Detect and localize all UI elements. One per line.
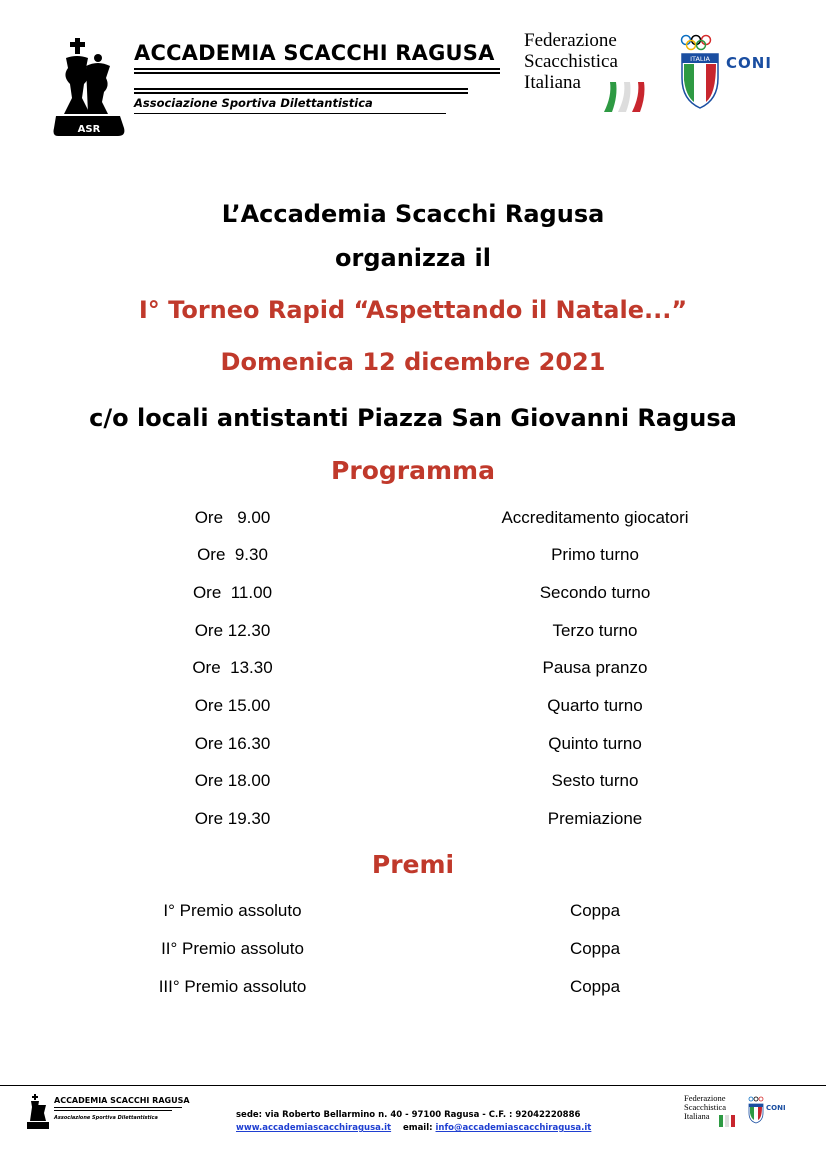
fsi-logo <box>524 30 650 116</box>
academy-name: ACCADEMIA SCACCHI RAGUSA <box>134 41 495 65</box>
schedule-time: Ore 11.00 <box>192 583 273 602</box>
schedule-time: Ore 9.00 <box>194 508 271 527</box>
chess-king-icon <box>26 1093 50 1131</box>
footer-rule <box>0 1085 826 1086</box>
schedule-event: Accreditamento giocatori <box>501 508 689 527</box>
footer-logo-rule <box>54 1110 172 1111</box>
coni-shield-icon <box>680 34 724 110</box>
header-rule <box>134 68 500 70</box>
intro-line-2: organizza il <box>335 244 491 272</box>
schedule-event: Secondo turno <box>539 583 651 602</box>
schedule-event: Sesto turno <box>551 771 639 790</box>
header-rule <box>134 92 468 94</box>
prize-value: Coppa <box>569 901 621 920</box>
event-venue: c/o locali antistanti Piazza San Giovanni Ragusa <box>89 404 737 432</box>
svg-text:ASR: ASR <box>77 124 101 135</box>
footer-coni-label: CONI <box>766 1104 786 1112</box>
tricolor-flag-icon <box>602 78 648 114</box>
coni-logo <box>678 34 778 114</box>
email-link[interactable]: info@accademiascacchiragusa.it <box>435 1123 592 1133</box>
header-rule <box>134 72 500 74</box>
premi-heading: Premi <box>371 850 455 879</box>
schedule-time: Ore 19.30 <box>194 809 271 828</box>
tricolor-flag-icon <box>718 1114 736 1128</box>
prize-value: Coppa <box>569 939 621 958</box>
schedule-event: Quarto turno <box>547 696 643 715</box>
schedule-event: Terzo turno <box>552 621 638 640</box>
footer-academy-subtitle: Associazione Sportiva Dilettantistica <box>54 1115 158 1121</box>
coni-shield-icon <box>748 1096 764 1124</box>
footer-links <box>236 1123 591 1133</box>
programma-heading: Programma <box>331 456 495 485</box>
chess-king-icon <box>52 36 132 140</box>
schedule-time: Ore 12.30 <box>194 621 271 640</box>
fsi-line: Federazione <box>524 30 617 51</box>
prize-label: III° Premio assoluto <box>158 977 307 996</box>
footer-fsi-logo <box>684 1094 744 1134</box>
coni-label: CONI <box>726 54 772 72</box>
header-rule <box>134 113 446 114</box>
event-title: I° Torneo Rapid “Aspettando il Natale...” <box>138 296 688 324</box>
programma-table <box>0 508 826 838</box>
intro-line-1: L’Accademia Scacchi Ragusa <box>221 200 605 228</box>
footer-academy-logo <box>26 1093 190 1133</box>
footer-academy-name: ACCADEMIA SCACCHI RAGUSA <box>54 1096 190 1105</box>
premi-table <box>0 901 826 1001</box>
footer-coni-logo <box>748 1096 788 1126</box>
header-rule <box>134 88 468 90</box>
fsi-line: Italiana <box>524 72 581 93</box>
schedule-time: Ore 15.00 <box>194 696 271 715</box>
footer-logo-rule <box>54 1107 182 1108</box>
prize-label: I° Premio assoluto <box>163 901 302 920</box>
academy-logo <box>52 36 502 140</box>
website-link[interactable]: www.accademiascacchiragusa.it <box>236 1123 392 1133</box>
schedule-time: Ore 9.30 <box>197 545 268 564</box>
footer-fsi-line: Federazione <box>684 1093 726 1103</box>
schedule-event: Primo turno <box>551 545 639 564</box>
footer-fsi-line: Scacchistica <box>684 1102 727 1112</box>
svg-text:ITALIA: ITALIA <box>690 55 710 63</box>
event-date: Domenica 12 dicembre 2021 <box>220 348 606 376</box>
schedule-event: Pausa pranzo <box>542 658 648 677</box>
schedule-time: Ore 18.00 <box>194 771 271 790</box>
schedule-event: Premiazione <box>547 809 643 828</box>
prize-label: II° Premio assoluto <box>161 939 304 958</box>
footer-address: sede: via Roberto Bellarmino n. 40 - 97100 Ragusa - C.F. : 92042220886 <box>236 1110 581 1120</box>
schedule-time: Ore 16.30 <box>194 734 271 753</box>
prize-value: Coppa <box>569 977 621 996</box>
academy-subtitle: Associazione Sportiva Dilettantistica <box>134 96 373 110</box>
fsi-line: Scacchistica <box>524 51 618 72</box>
footer-fsi-line: Italiana <box>684 1111 710 1121</box>
email-label: email: <box>402 1123 433 1133</box>
schedule-event: Quinto turno <box>548 734 642 753</box>
schedule-time: Ore 13.30 <box>192 658 273 677</box>
